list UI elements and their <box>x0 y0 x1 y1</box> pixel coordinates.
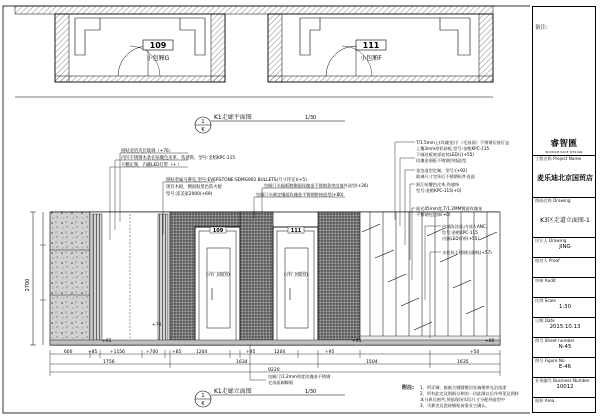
dim1-7: 1204 <box>274 350 286 355</box>
dim1-8: +95 <box>325 350 335 355</box>
drawing-label: 图纸名称 Drawing <box>535 198 571 203</box>
notes-line-3: 3、马赛克及瓷砖铺贴前需业主确认。 <box>420 403 490 408</box>
right-note-9: 不锈钢包边饰(+0) <box>416 212 451 217</box>
door-a-elevation <box>195 227 240 345</box>
tb-area <box>533 397 595 412</box>
tick-left-1: +95 <box>102 339 112 344</box>
figure-value: E-46 <box>558 364 572 370</box>
dim1-5: 1204 <box>196 350 208 355</box>
right-note-11: 型号:金稻KPC-115 <box>442 230 478 235</box>
auditor-label: 审核 Audit <box>535 278 556 283</box>
tb-checker <box>533 257 595 277</box>
title-block <box>532 6 596 413</box>
logo <box>533 131 595 154</box>
business-label: 业务编号 Business Number <box>535 378 590 383</box>
room-b-plan <box>268 14 493 82</box>
stone-wall-panel <box>50 212 90 345</box>
sheet-label: 图号 Sheet number <box>535 338 575 343</box>
right-note-10: 内部陈涂漆,内部人ANC, <box>442 224 488 229</box>
tick-right-0: +95 <box>352 339 362 344</box>
plan-view-sheet: K <box>201 127 205 133</box>
elevation-scale: 1/30 <box>305 389 317 395</box>
door-a-number: 109 <box>212 228 224 234</box>
remark-label: 备注: <box>535 25 548 31</box>
plan-view-marker <box>195 113 345 133</box>
notes-heading: 附注: <box>402 385 414 391</box>
right-note-13: 水色扶不锈钢压脚线(+57) <box>442 250 492 255</box>
height-dim-text: 2700 <box>25 278 31 292</box>
scale-label: 比例 Scale <box>535 298 556 303</box>
bottom-callout-0: 包厢门\1.2mm厚度玫瑰金不锈钢 <box>268 374 331 379</box>
baseboard <box>50 340 500 345</box>
logo-mark: 睿智匯 <box>550 139 578 149</box>
door-b-elevation <box>273 227 318 345</box>
elevation-view <box>25 139 509 407</box>
sheet-value: N-45 <box>558 344 572 350</box>
tb-project <box>533 155 595 197</box>
tick-right-1: +80 <box>485 339 495 344</box>
elevation-title: K1走廊立面图 <box>214 388 252 395</box>
tb-business <box>533 377 595 397</box>
designer-value: JING <box>559 244 571 250</box>
left-note-3: 圆贴金属马赛克,型号:EVERSTONE:SDMG902 BULLETS(尺寸待定)(+5) <box>166 178 307 183</box>
tick-left-0: +79 <box>152 323 162 328</box>
mosaic-right <box>318 212 360 345</box>
mid-note-0: 包厢门头隔板镀侧面玫瑰金不锈钢条突出墙外造型(+26) <box>264 183 369 188</box>
project-label: 工程名称 Project Name <box>535 156 582 161</box>
dim2-2: 1504 <box>366 360 378 365</box>
room-a-name: 小包厢G <box>146 55 170 62</box>
tb-designer <box>533 237 595 257</box>
dim2-0: 1756 <box>103 360 115 365</box>
dim1-2: +1156 <box>110 350 125 355</box>
tb-auditor <box>533 277 595 297</box>
right-note-0: T/1.5mm上(玫瑰金)下（毛丝面）不锈钢压接灯盒 <box>416 140 510 145</box>
date-label: 日期 Date <box>535 318 555 323</box>
dim1-6: +95 <box>246 350 256 355</box>
notes-line-0: 1、所弄钢、胶嵌合钢圆镀层处端理带光泊黑漆 <box>420 385 507 390</box>
right-note-5: 玻璃尺寸完毕后不锈钢标件表面 <box>416 174 475 179</box>
left-note-5: 型号:富美家2000(+69) <box>166 192 213 197</box>
elevation-view-marker <box>195 387 345 407</box>
right-note-2: 下端处板底部安装LED灯(+55) <box>416 152 474 157</box>
left-note-2: 天棚定制，内藏LED灯带（+ ） <box>121 163 182 168</box>
room-a-number: 109 <box>149 41 167 50</box>
dim2-1: 1634 <box>236 360 248 365</box>
tb-drawing <box>533 197 595 237</box>
area-label: 面积 Area <box>535 398 555 403</box>
right-note-1: 上覆3mm厚彩砂板,型号:金稻KPC-115 <box>416 146 490 151</box>
figure-label: 图号 Figure No <box>535 358 565 363</box>
room-a-plan <box>55 14 225 82</box>
notes-line-2: 本分界后窗共,须依现场实际尺寸分配到造型中 <box>420 397 506 402</box>
notes-line-1: 2、所有此定及图紙分和的一切此细以后作带见及图样 <box>420 391 519 396</box>
dim1-1: +85 <box>88 350 98 355</box>
plan-title: K1走廊平面图 <box>214 114 252 121</box>
right-note-12: 内嵌LED灯带(+55) <box>442 236 480 241</box>
elev-view-no: 1 <box>201 393 205 399</box>
scale-value: 1:30 <box>558 304 572 310</box>
left-note-4: 现有木板，侧面贴黑色防火板 <box>166 185 222 190</box>
door-a-label: (详门细图) <box>206 272 230 278</box>
designer-label: 设计人 Drawing <box>535 238 567 243</box>
business-value: 10012 <box>556 384 574 390</box>
right-note-3: 玫瑰金面板不锈钢凹线造型 <box>416 158 467 163</box>
mosaic-between-doors <box>240 212 273 345</box>
tb-scale <box>533 297 595 317</box>
drawing-name: K3区走道立面图-1 <box>540 217 590 224</box>
checker-label: 校对人 Proof <box>535 258 560 263</box>
dim1-9: +50 <box>470 350 480 355</box>
elev-view-sheet: K <box>201 401 205 407</box>
room-b-name: 小包厢F <box>360 55 382 62</box>
dim2-3: 1635 <box>457 360 469 365</box>
dim3-0: 9220 <box>268 368 280 373</box>
bottom-callout-1: 毛丝面踢脚板 <box>268 380 294 385</box>
door-b-label: (详门细图) <box>284 272 308 278</box>
logo-subtitle: WISDOM PACE DESIGN <box>545 150 583 154</box>
door-b-number: 111 <box>290 228 302 234</box>
right-note-7: 型号:金稻KPC-115(+0) <box>416 188 462 193</box>
project-name: 麦乐迪北京国贸店 <box>537 174 593 182</box>
left-note-1: 内凹不锈钢木条在贴覆色皮革，伤感饰，型号:金稻KPC-115 <box>121 156 236 161</box>
plan-view <box>15 6 493 133</box>
tb-date <box>533 317 595 337</box>
date-value: 2015.10.13 <box>549 324 581 330</box>
notes-block <box>402 384 520 409</box>
right-note-4: 金边造型定制，型号:(+92) <box>416 168 468 173</box>
plan-view-no: 1 <box>201 119 205 125</box>
room-b-number: 111 <box>362 41 380 50</box>
height-dimension <box>25 212 46 345</box>
dim1-3: +700 <box>146 350 159 355</box>
right-note-6: 浙江贴覆色皮革,伤感饰 <box>416 182 460 187</box>
tb-figure <box>533 357 595 377</box>
dim1-0: 600 <box>64 350 73 355</box>
plan-scale: 1/30 <box>305 115 317 121</box>
mid-note-1: 包厢门头硬定镶面玫瑰金不锈钢拼接造型(+80) <box>256 192 344 197</box>
right-note-8: 面光45mm宽,T/1.2MM镀面玫瑰金 <box>416 206 483 211</box>
tb-sheet <box>533 337 595 357</box>
left-note-0: 圆贴金箔夹层玻璃（+76） <box>121 149 174 154</box>
tb-remark <box>533 7 595 119</box>
dim1-4: +85 <box>172 350 182 355</box>
